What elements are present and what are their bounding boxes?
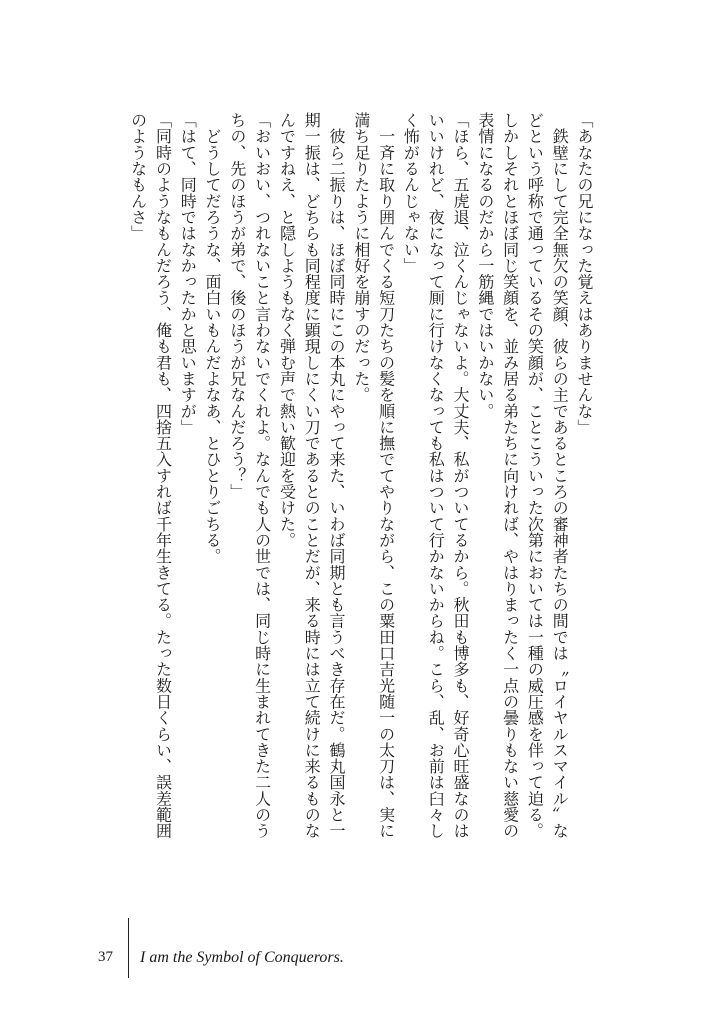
- page-number: 37: [98, 949, 113, 965]
- text-line: 期一振は、どちらも同程度に顕現しにくい刀であるとのことだが、来る時には立て続けに来るものな: [302, 112, 322, 839]
- text-line: 表情になるのだから一筋縄ではいかない。: [475, 112, 495, 419]
- text-line: 「ほら、五虎退、泣くんじゃないよ。大丈夫、私がついてるから。秋田も博多も、好奇心旺盛なのは: [451, 112, 471, 839]
- text-line: く怖がるんじゃない」: [401, 112, 421, 274]
- text-line: 彼ら二振りは、ほぼ同時にこの本丸にやって来た、いわば同期とも言うべき存在だ。鶴丸国永と一: [327, 112, 347, 839]
- text-line: 「おいおい、つれないこと言わないでくれよ。なんでも人の世では、同じ時に生まれてきた二人のう: [252, 112, 272, 839]
- text-line: 一斉に取り囲んでくる短刀たちの髪を順に撫でてやりながら、この粟田口吉光随一の太刀は、実に: [376, 112, 396, 839]
- text-line: どという呼称で通っているその笑顔が、ことこういった次第においては一種の威圧感を伴って迫る。: [525, 112, 545, 839]
- text-line: いいけれど、夜になって厠に行けなくなっても私はついて行かないからね。こら、乱、お前は臼々し: [426, 112, 446, 839]
- text-line: 「同時のようなもんだろう、俺も君も、四捨五入すれば千年生きてる。たった数日くらい、誤差範囲: [153, 112, 173, 839]
- text-line: んですねえ、と隠しようもなく弾む声で熱い歓迎を受けた。: [277, 112, 297, 549]
- body-text: [100, 112, 596, 892]
- text-line: しかしそれとほぼ同じ笑顔を、並み居る弟たちに向ければ、やはりまったく一点の曇りもない慈愛の: [500, 112, 520, 839]
- text-line: 満ち足りたように相好を崩すのだった。: [351, 112, 371, 403]
- text-line: ちの、先のほうが弟で、後のほうが兄なんだろう？」: [227, 112, 247, 500]
- running-title: I am the Symbol of Conquerors.: [140, 949, 344, 966]
- footer-divider: [128, 918, 129, 978]
- text-line: のようなもんさ」: [128, 112, 148, 242]
- text-line: 「はて、同時ではなかったかと思いますが」: [178, 112, 198, 435]
- text-line: 「あなたの兄になった覚えはありませんな」: [575, 112, 594, 435]
- text-line: どうしてだろうな、面白いもんだよなあ、とひとりごちる。: [203, 112, 223, 565]
- text-line: 鉄壁にして完全無欠の笑顔、彼らの主であるところの審神者たちの間では〝ロイヤルスマイル〟な: [550, 112, 570, 839]
